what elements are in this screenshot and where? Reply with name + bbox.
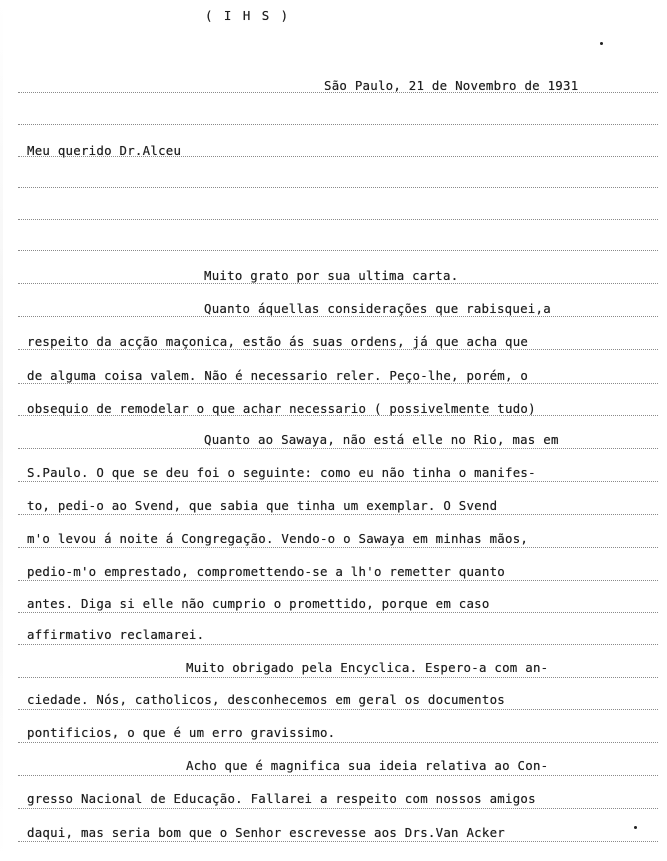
ruled-line [18,219,658,220]
letter-text-line: obsequio de remodelar o que achar necessario ( possivelmente tudo) [27,401,536,416]
ruled-line [18,677,658,678]
ruled-line [18,349,658,350]
letter-salutation: Meu querido Dr.Alceu [27,143,182,158]
ruled-line [18,547,658,548]
letter-text-line: pedio-m'o emprestado, compromettendo-se a lh'o remetter quanto [27,564,506,579]
ruled-line [18,841,658,842]
ruled-line [18,580,658,581]
ruled-line [18,775,658,776]
letter-dateline: São Paulo, 21 de Novembro de 1931 [324,78,579,93]
ruled-line [18,709,658,710]
ruled-line [18,250,658,251]
ruled-line [18,612,658,613]
letter-text-line: gresso Nacional de Educação. Fallarei a respeito com nossos amigos [27,791,536,806]
letter-header: ( I H S ) [205,8,291,23]
ruled-line [18,514,658,515]
letter-text-line: m'o levou á noite á Congregação. Vendo-o o Sawaya em minhas mãos, [27,531,529,546]
letter-text-line: S.Paulo. O que se deu foi o seguinte: como eu não tinha o manifes- [27,465,536,480]
ruled-line [18,124,658,125]
ruled-line [18,383,658,384]
ruled-line [18,742,658,743]
ruled-line [18,187,658,188]
ink-speck [600,42,603,45]
ruled-line [18,316,658,317]
letter-text-line: de alguma coisa valem. Não é necessario reler. Peço-lhe, porém, o [27,368,529,383]
letter-text-line: affirmativo reclamarei. [27,627,205,642]
letter-text-line: Muito obrigado pela Encyclica. Espero-a com an- [186,660,549,675]
letter-text-line: daqui, mas seria bom que o Senhor escrevesse aos Drs.Van Acker [27,825,506,840]
paper-edge [0,0,3,861]
letter-text-line: Acho que é magnifica sua ideia relativa ao Con- [186,758,549,773]
letter-text-line: respeito da acção maçonica, estão ás suas ordens, já que acha que [27,334,529,349]
ruled-line [18,644,658,645]
ruled-line [18,283,658,284]
ruled-line [18,481,658,482]
letter-text-line: ciedade. Nós, catholicos, desconhecemos em geral os documentos [27,692,506,707]
ruled-line [18,808,658,809]
letter-text-line: Quanto ao Sawaya, não está elle no Rio, mas em [204,432,559,447]
ruled-line [18,448,658,449]
letter-text-line: antes. Diga si elle não cumprio o promettido, porque em caso [27,596,490,611]
letter-text-line: Muito grato por sua ultima carta. [204,268,459,283]
ink-speck [634,826,637,829]
letter-text-line: Quanto áquellas considerações que rabisquei,a [204,301,551,316]
letter-text-line: to, pedi-o ao Svend, que sabia que tinha um exemplar. O Svend [27,498,498,513]
letter-text-line: pontificios, o que é um erro gravissimo. [27,725,336,740]
